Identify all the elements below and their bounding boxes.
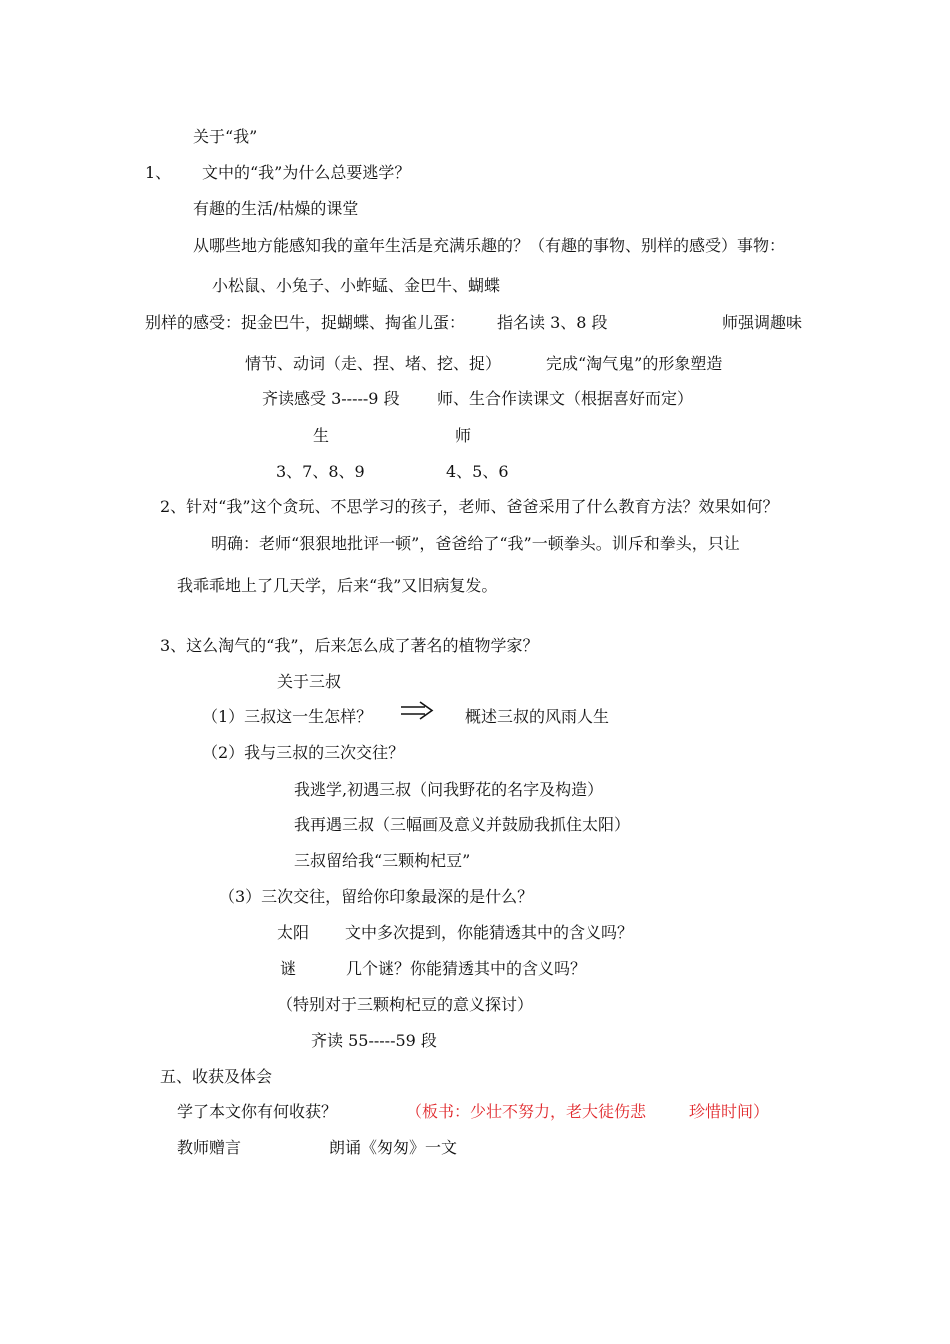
column-teacher: 师 — [455, 426, 472, 445]
column-student: 生 — [313, 426, 330, 445]
question-3: 3、这么淘气的“我”，后来怎么成了著名的植物学家？ — [160, 636, 539, 655]
subquestion-1: （1）三叔这一生怎样？ — [202, 707, 373, 726]
blackboard-note: （板书：少壮不努力，老大徒伤悲 — [406, 1102, 647, 1121]
question-2-answer-1: 明确：老师“狠狠地批评一顿”，爸爸给了“我”一顿拳头。训斥和拳头，只让 — [211, 534, 740, 553]
double-right-arrow-icon — [400, 701, 434, 721]
keyword-riddle: 谜 — [280, 959, 297, 978]
teacher-gift: 教师赠言 — [177, 1138, 242, 1157]
blackboard-note-end: 珍惜时间） — [689, 1102, 770, 1121]
heading-about-me: 关于“我” — [193, 127, 258, 146]
meeting-2: 我再遇三叔（三幅画及意义并鼓励我抓住太阳） — [294, 815, 631, 834]
subquestion-2: （2）我与三叔的三次交往？ — [202, 743, 405, 762]
special-discussion: （特别对于三颗枸杞豆的意义探讨） — [277, 995, 534, 1014]
keyword-sun: 太阳 — [277, 923, 310, 942]
group-read: 齐读感受 3-----9 段 — [262, 389, 400, 408]
gain-question: 学了本文你有何收获？ — [177, 1102, 338, 1121]
feelings-read: 指名读 3、8 段 — [497, 313, 608, 332]
plot-verbs: 情节、动词（走、捏、堵、挖、捉） — [245, 354, 502, 373]
feelings-label: 别样的感受：捉金巴牛，捉蝴蝶、掏雀儿蛋： — [145, 313, 466, 332]
meeting-3: 三叔留给我“三颗枸杞豆” — [294, 851, 471, 870]
subquestion-3: （3）三次交往，留给你印象最深的是什么？ — [219, 887, 534, 906]
meeting-1: 我逃学,初遇三叔（问我野花的名字及构造） — [294, 780, 604, 799]
contrast-line: 有趣的生活/枯燥的课堂 — [193, 199, 359, 218]
question-1-text: 文中的“我”为什么总要逃学？ — [202, 163, 411, 182]
fun-question: 从哪些地方能感知我的童年生活是充满乐趣的？（有趣的事物、别样的感受）事物： — [193, 236, 786, 255]
student-paragraphs: 3、7、8、9 — [276, 462, 365, 481]
question-2: 2、针对“我”这个贪玩、不思学习的孩子，老师、爸爸采用了什么教育方法？效果如何？ — [160, 497, 779, 516]
things-list: 小松鼠、小兔子、小蚱蜢、金巴牛、蝴蝶 — [212, 276, 501, 295]
sun-question: 文中多次提到，你能猜透其中的含义吗？ — [345, 923, 634, 942]
section-5-heading: 五、收获及体会 — [160, 1067, 273, 1086]
group-read-55-59: 齐读 55-----59 段 — [311, 1031, 437, 1050]
heading-about-uncle: 关于三叔 — [277, 672, 342, 691]
question-1-number: 1、 — [145, 163, 172, 182]
recite-text: 朗诵《匆匆》一文 — [329, 1138, 458, 1157]
plot-task: 完成“淘气鬼”的形象塑造 — [546, 354, 723, 373]
question-2-answer-2: 我乖乖地上了几天学，后来“我”又旧病复发。 — [177, 576, 498, 595]
teacher-paragraphs: 4、5、6 — [446, 462, 509, 481]
subquestion-1-answer: 概述三叔的风雨人生 — [465, 707, 610, 726]
riddle-question: 几个谜？你能猜透其中的含义吗？ — [346, 959, 587, 978]
cooperative-read: 师、生合作读课文（根据喜好而定） — [437, 389, 694, 408]
feelings-teacher: 师强调趣味 — [722, 313, 803, 332]
